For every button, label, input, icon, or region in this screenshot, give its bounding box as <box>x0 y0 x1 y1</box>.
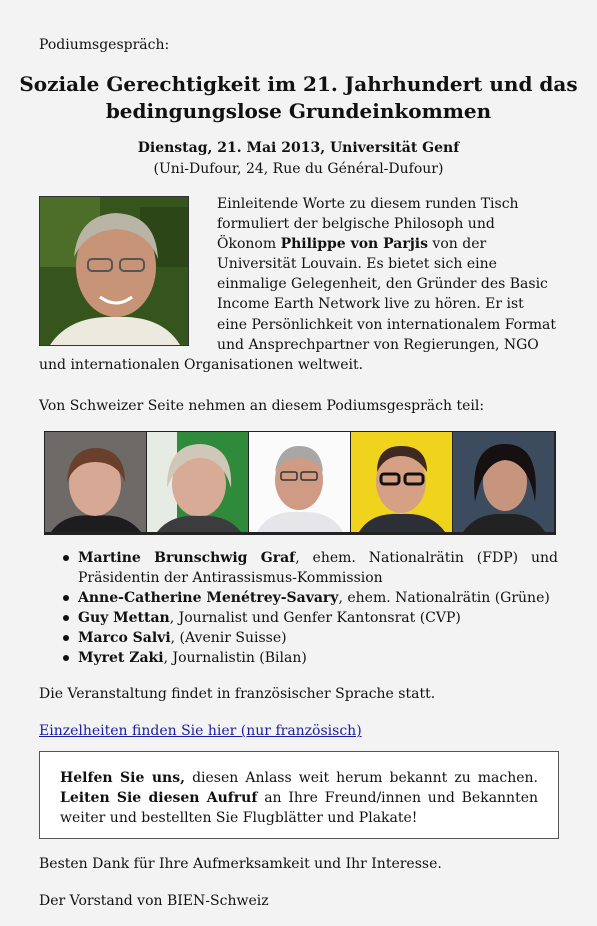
title-line-1: Soziale Gerechtigkeit im 21. Jahrhundert und das <box>19 72 578 96</box>
list-item <box>62 588 558 608</box>
speaker-name: Martine Brunschwig Graf <box>78 550 296 566</box>
list-item <box>62 648 558 668</box>
intro-text-after: von der Universität Louvain. Es bietet sich eine einmalige Gelegenheit, den Gründer des Basic Income Earth Network live zu hören. Er ist eine Persönlichkeit von internationalem Format und Ansprechpartner von Regierungen, NGO und internationalen Organisationen weltweit. <box>39 236 557 373</box>
speaker-role: , ehem. Nationalrätin (FDP) und Präsidentin der Antirassismus-Kommission <box>78 550 558 586</box>
speaker-name: Marco Salvi <box>78 630 171 646</box>
language-note: Die Veranstaltung findet in französischer Sprache statt. <box>39 686 436 702</box>
intro-paragraph <box>39 194 558 375</box>
speaker-name: Anne-Catherine Menétrey-Savary <box>78 590 339 606</box>
speaker-photo-menetrey-savary <box>147 432 248 532</box>
speaker-list <box>62 548 558 668</box>
closing-thanks: Besten Dank für Ihre Aufmerksamkeit und Ihr Interesse. <box>39 856 442 872</box>
signature: Der Vorstand von BIEN-Schweiz <box>39 893 269 909</box>
speaker-role: , Journalist und Genfer Kantonsrat (CVP) <box>169 610 461 626</box>
speaker-photo-salvi <box>351 432 452 532</box>
speaker-role: , (Avenir Suisse) <box>170 630 287 646</box>
callout-bold-1: Helfen Sie uns, <box>60 770 185 786</box>
event-date: Dienstag, 21. Mai 2013, Universität Genf <box>137 140 460 156</box>
panel-lead: Von Schweizer Seite nehmen an diesem Podiumsgespräch teil: <box>39 398 485 414</box>
callout-text-2: an Ihre Freund/innen und Bekannten weiter und bestellten Sie Flugblätter und Plakate! <box>60 790 538 826</box>
kicker: Podiumsgespräch: <box>39 37 170 53</box>
speaker-role: , ehem. Nationalrätin (Grüne) <box>338 590 550 606</box>
keynote-speaker-name: Philippe von Parjis <box>280 236 428 253</box>
call-to-action-box <box>39 751 559 839</box>
details-link[interactable]: Einzelheiten finden Sie hier (nur französisch) <box>39 723 362 739</box>
event-venue: (Uni-Dufour, 24, Rue du Général-Dufour) <box>153 161 444 177</box>
speaker-name: Guy Mettan <box>78 610 170 626</box>
panel-photo-strip <box>44 431 556 535</box>
keynote-speaker-photo <box>39 196 189 346</box>
callout-bold-2: Leiten Sie diesen Aufruf <box>60 790 258 806</box>
speaker-role: , Journalistin (Bilan) <box>163 650 307 666</box>
list-item <box>62 548 558 588</box>
speaker-photo-brunschwig-graf <box>45 432 146 532</box>
callout-text-1: diesen Anlass weit herum bekannt zu machen. <box>185 770 539 786</box>
speaker-photo-zaki <box>453 432 554 532</box>
speaker-photo-mettan <box>249 432 350 532</box>
list-item <box>62 608 558 628</box>
list-item <box>62 628 558 648</box>
title-line-2: bedingungslose Grundeinkommen <box>105 99 492 123</box>
speaker-name: Myret Zaki <box>78 650 164 666</box>
intro-text-before: Einleitende Worte zu diesem runden Tisch formuliert der belgische Philosoph und Ökonom <box>217 196 519 253</box>
event-title <box>0 71 597 125</box>
